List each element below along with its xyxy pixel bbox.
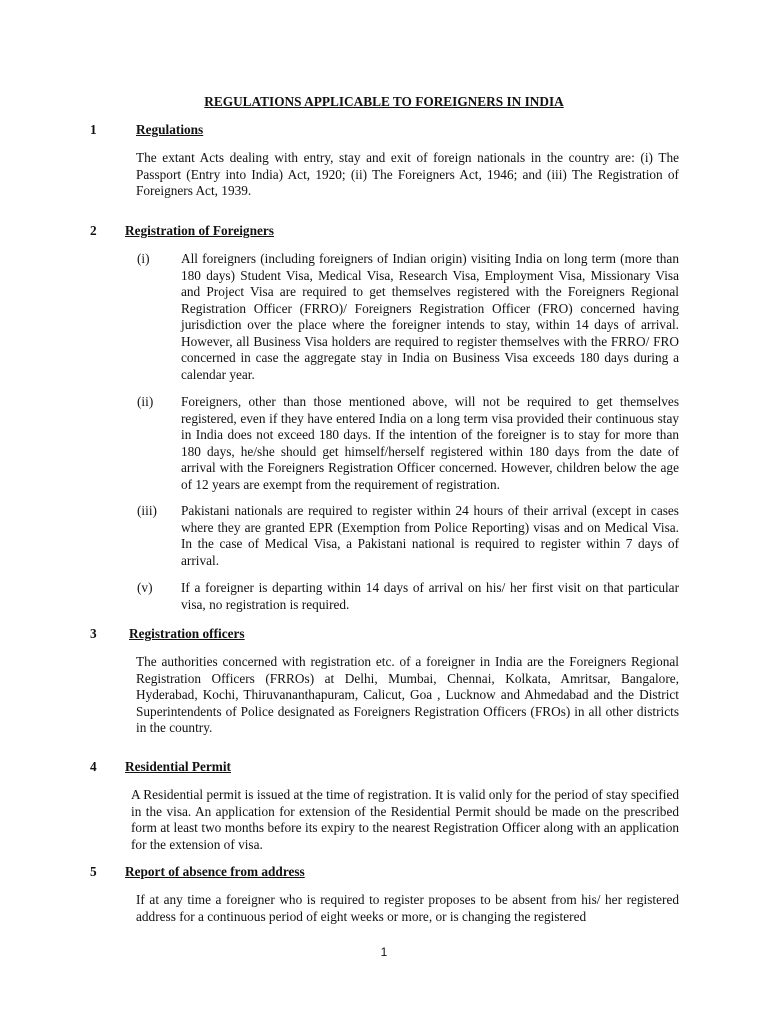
section-heading-residential-permit: Residential Permit	[125, 759, 231, 774]
section-heading-registration-officers: Registration officers	[129, 626, 245, 641]
section-heading-registration-of-foreigners: Registration of Foreigners	[125, 223, 274, 238]
document-title: REGULATIONS APPLICABLE TO FOREIGNERS IN INDIA	[204, 94, 564, 109]
section-body-residential-permit: A Residential permit is issued at the time of registration. It is valid only for the period of stay specified in the visa. An application for extension of the Residential Permit should be made on the prescribed form at least two months before its expiry to the nearest Registration Officer along with an application for the extension of visa.	[131, 787, 679, 852]
list-item-text: If a foreigner is departing within 14 days of arrival on his/ her first visit on that particular visa, no registration is required.	[181, 580, 679, 612]
list-item-marker: (iii)	[137, 503, 157, 518]
list-item-text: Pakistani nationals are required to register within 24 hours of their arrival (except in cases where they are granted EPR (Exemption from Police Reporting) visas and on Medical Visa. In the case of Medical Visa, a Pakistani national is required to register within 7 days of arrival.	[181, 503, 679, 568]
list-item-text: Foreigners, other than those mentioned above, will not be required to get themselves registered, even if they have entered India on a long term visa provided their continuous stay in India does not exceed 180 days. If the intention of the foreigner is to stay for more than 180 days, he/she should get himself/herself registered within 180 days from the date of arrival with the Foreigners Registration Officer concerned. However, children below the age of 12 years are exempt from the requirement of registration.	[181, 394, 679, 492]
section-body-report-of-absence: If at any time a foreigner who is required to register proposes to be absent from his/ her registered address for a continuous period of eight weeks or more, or is changing the registered	[136, 892, 679, 924]
page-number: 1	[380, 945, 388, 959]
section-body-regulations: The extant Acts dealing with entry, stay and exit of foreign nationals in the country are: (i) The Passport (Entry into India) Act, 1920; (ii) The Foreigners Act, 1946; and (iii) The Registration of Foreigners Act, 1939.	[136, 150, 679, 198]
section-number: 3	[90, 626, 97, 641]
section-number: 4	[90, 759, 97, 774]
list-item-text: All foreigners (including foreigners of Indian origin) visiting India on long term (more than 180 days) Student Visa, Medical Visa, Research Visa, Employment Visa, Missionary Visa and Project Visa are required to get themselves registered with the Foreigners Regional Registration Officer (FRRO)/ Foreigners Registration Officer (FRO) concerned having jurisdiction over the place where the foreigner intends to stay, within 14 days of arrival. However, all Business Visa holders are required to register themselves with the FRRO/ FRO concerned in case the aggregate stay in India on Business Visa exceeds 180 days during a calendar year.	[181, 251, 679, 382]
section-number: 2	[90, 223, 97, 238]
section-number: 5	[90, 864, 97, 879]
section-number: 1	[90, 122, 97, 137]
list-item-marker: (i)	[137, 251, 150, 266]
section-body-registration-officers: The authorities concerned with registration etc. of a foreigner in India are the Foreigners Regional Registration Officers (FRROs) at Delhi, Mumbai, Chennai, Kolkata, Amritsar, Bangalore, Hyderabad, Kochi, Thiruvananthapuram, Calicut, Goa , Lucknow and Ahmedabad and the District Superintendents of Police designated as Foreigners Registration Officers (FROs) in all other districts in the country.	[136, 654, 679, 735]
section-heading-regulations: Regulations	[136, 122, 204, 137]
list-item-marker: (v)	[137, 580, 153, 595]
list-item-marker: (ii)	[137, 394, 154, 409]
section-heading-report-of-absence: Report of absence from address	[125, 864, 305, 879]
